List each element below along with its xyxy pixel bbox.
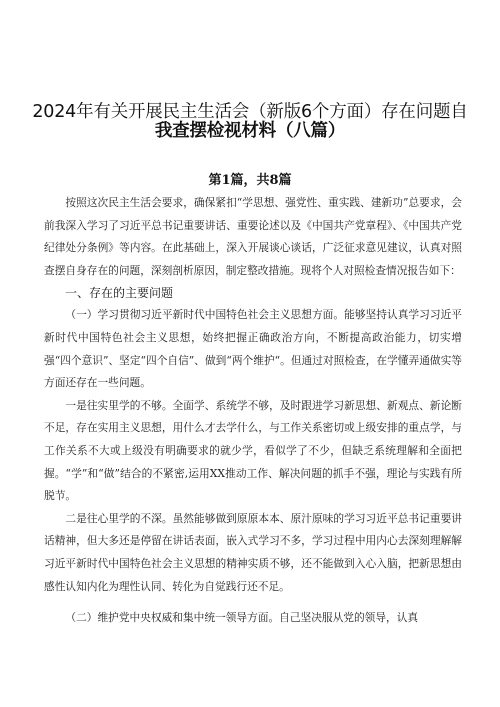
paragraph-study-thought: （一）学习贯彻习近平新时代中国特色社会主义思想方面。能够坚持认真学习习近平新时代中国特色社会主义思想，始终把握正确政治方向，不断提高政治能力，切实增强“四个意识”、坚定“四个自信”、做到“两个维护“。但通过对照检查，在学懂弄通做实等方面还存在一些问题。 (44, 308, 462, 390)
paragraph-central-authority: （二）维护党中央权威和集中统一领导方面。自己坚决服从党的领导，认真 (65, 611, 419, 625)
intro-paragraph: 按照这次民主生活会要求，确保紧扣“学思想、强党性、重实践、建新功”总要求，会前我深入学习了习近平总书记重要讲话、重要论述以及《中国共产党章程》、《中国共产党纪律处分条例》等内容。在此基础上，深入开展谈心谈话，广泛征求意见建议，认真对照查摆自身存在的问题，深刻剖析原因，制定整改措施。现将个人对照检查情况报告如下： (44, 196, 462, 277)
section-heading: 一、存在的主要问题 (65, 286, 174, 301)
paragraph-study-practice: 一是往实里学的不够。全面学、系统学不够，及时跟进学习新思想、新观点、新论断不足，存在实用主义思想，用什么才去学什么，与工作关系密切或上级安排的重点学，与工作关系不大或上级没有明确要求的就少学，看似学了不少，但缺乏系统理解和全面把握。“学”和“做”结合的不紧密,运用XX推动工作、解决问题的抓手不强，理论与实践有所脱节。 (44, 398, 462, 503)
document-title-line2: 我查摆检视材料（八篇） (154, 121, 346, 141)
document-title-line1: 2024年有关开展民主生活会（新版6个方面）存在问题自 (32, 102, 468, 122)
paragraph-study-heart: 二是往心里学的不深。虽然能够做到原原本本、原汁原味的学习习近平总书记重要讲话精神，但大多还是停留在讲话表面，嵌入式学习不多，学习过程中用内心去深刻理解解习近平新时代中国特色社会主义思想的精神实质不够，还不能做到入心入脑，把新思想由感性认知内化为理性认同、转化为自觉践行还不足。 (44, 511, 462, 593)
document-body (44, 192, 462, 630)
document-part-indicator: 第1篇，共8篇 (208, 173, 292, 188)
